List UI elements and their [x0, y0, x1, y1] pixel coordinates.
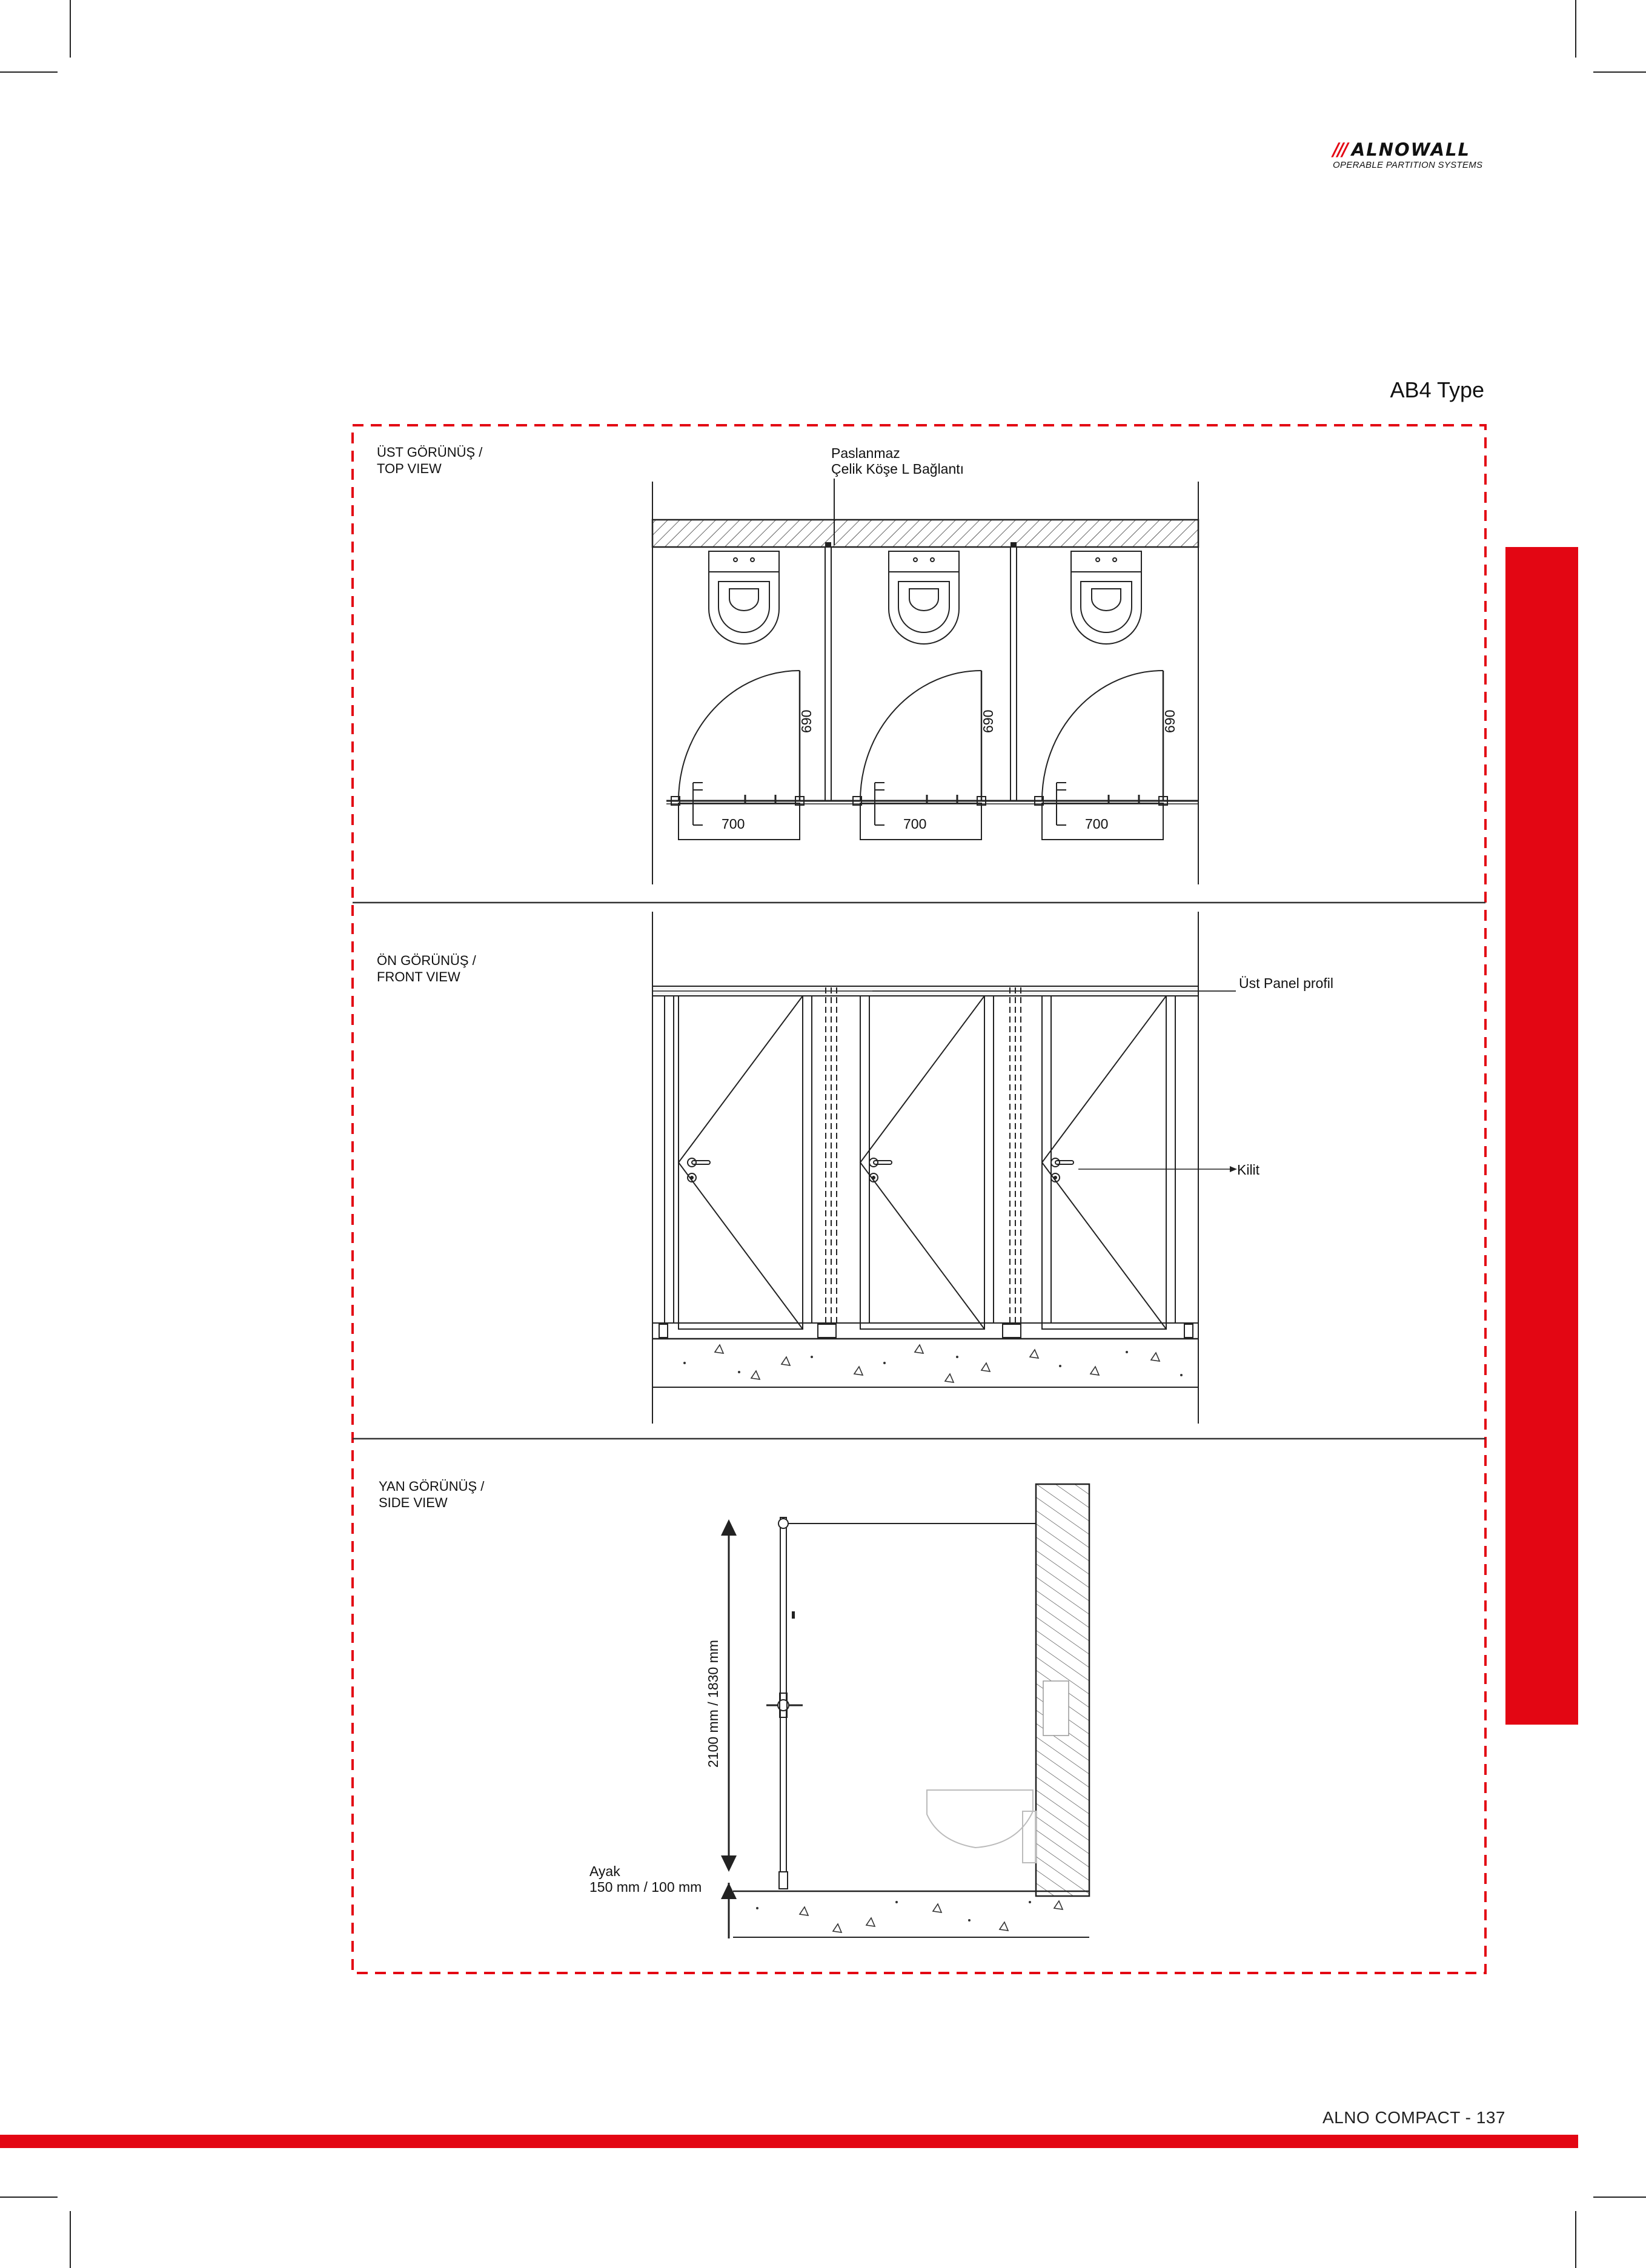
connector-annotation: Paslanmaz Çelik Köşe L Bağlantı: [831, 445, 964, 477]
door-depth-dim: 690: [980, 709, 996, 733]
door-depth-dim: 690: [798, 709, 814, 733]
door-depth-dim: 690: [1162, 709, 1178, 733]
brand-name: ALNOWALL: [1351, 139, 1470, 160]
door-width-dim: 700: [1085, 816, 1109, 832]
page-title: AB4 Type: [1390, 377, 1484, 402]
door-width-dim: 700: [903, 816, 927, 832]
brand-subtitle: OPERABLE PARTITION SYSTEMS: [1333, 160, 1483, 170]
side-view: [721, 1484, 1089, 1938]
lock-annotation: Kilit: [1237, 1162, 1260, 1178]
front-view-label: ÖN GÖRÜNÜŞ / FRONT VIEW: [377, 953, 476, 984]
side-view-label: YAN GÖRÜNÜŞ / SIDE VIEW: [379, 1479, 485, 1510]
logo-slashes: ///: [1333, 139, 1347, 160]
front-view: [652, 912, 1237, 1424]
foot-annotation: Ayak 150 mm / 100 mm: [589, 1863, 702, 1895]
height-dimension: 2100 mm / 1830 mm: [705, 1640, 721, 1768]
footer-accent-bar: [0, 2135, 1578, 2148]
top-view-label: ÜST GÖRÜNÜŞ / TOP VIEW: [377, 445, 483, 476]
frame-border: [353, 425, 1485, 1973]
footer-page-label: ALNO COMPACT - 137: [1322, 2108, 1505, 2127]
top-profile-annotation: Üst Panel profil: [1239, 975, 1333, 991]
door-width-dim: 700: [722, 816, 745, 832]
